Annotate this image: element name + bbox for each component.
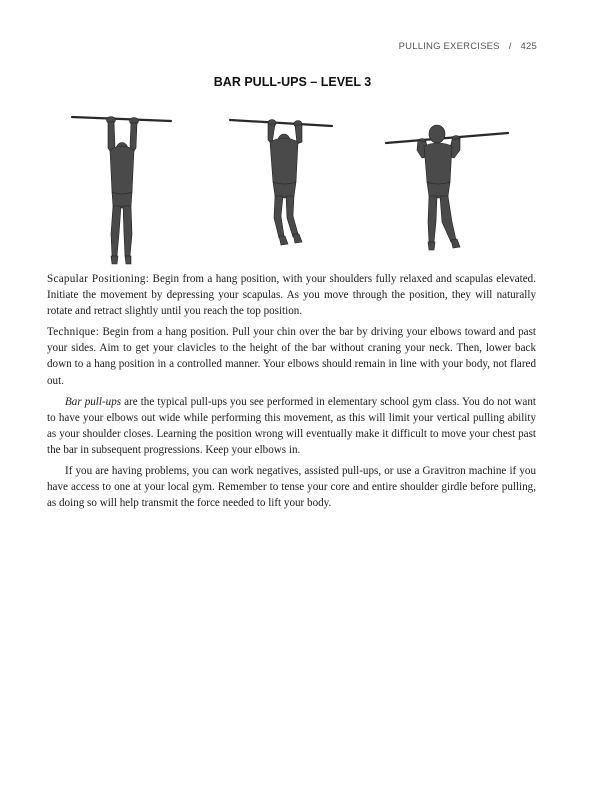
pullup-top-figure bbox=[384, 106, 510, 256]
section-title: PULLING EXERCISES bbox=[398, 41, 500, 52]
page-number: 425 bbox=[520, 41, 537, 52]
paragraph-lead: Technique: bbox=[47, 326, 100, 339]
body-text bbox=[47, 271, 536, 516]
paragraph-technique bbox=[47, 324, 536, 388]
paragraph-scapular-positioning bbox=[47, 271, 536, 319]
header-separator: / bbox=[508, 41, 512, 52]
pullup-hang-figure bbox=[70, 106, 175, 268]
pullup-mid-figure bbox=[228, 106, 334, 256]
paragraph-text: Begin from a hang position. Pull your chin over the bar by driving your elbows toward and past your sides. Aim to get your clavicles to the height of the bar without craning your neck. Then, lower back down to a hang position in a controlled manner. Your elbows should remain in line with your body, not flared out. bbox=[47, 326, 536, 387]
running-header bbox=[399, 41, 537, 52]
paragraph-lead: Scapular Positioning: bbox=[47, 273, 150, 285]
italic-term: Bar pull-ups bbox=[65, 395, 122, 408]
paragraph-troubleshooting bbox=[47, 463, 536, 511]
paragraph-text: If you are having problems, you can work negatives, assisted pull-ups, or use a Gravitron machine if you have access to one at your local gym. Remember to tense your core and entire shoulder girdle before pulling, as doing so will help transmit the force needed to lift your body. bbox=[47, 465, 536, 510]
exercise-figures bbox=[0, 106, 612, 268]
paragraph-bar-pullups bbox=[47, 394, 536, 458]
paragraph-text: Begin from a hang position, with your shoulders fully relaxed and scapulas elevated. Initiate the movement by depressing your scapulas. As you move through the position, they will naturally rotate and retract slightly until you reach the top position. bbox=[47, 273, 536, 318]
paragraph-text: are the typical pull-ups you see performed in elementary school gym class. You do not want to have your elbows out wide while performing this movement, as this will limit your vertical pulling ability as your shoulder closes. Learning the position wrong will eventually make it difficult to move your chest past the bar in subsequent progressions. Keep your elbows in. bbox=[47, 395, 536, 456]
page-title: BAR PULL-UPS – LEVEL 3 bbox=[213, 75, 372, 89]
